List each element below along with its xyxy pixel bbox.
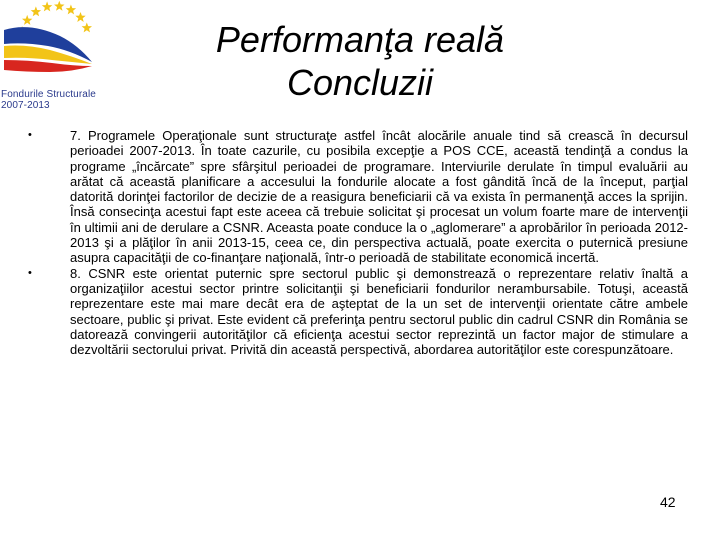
- logo-star: [54, 1, 65, 11]
- fonduri-structurale-logo: [0, 0, 115, 112]
- title-line-1: Performanţa reală: [215, 19, 505, 60]
- title-line-2: Concluzii: [286, 62, 434, 103]
- bullet-marker: •: [28, 129, 32, 141]
- bullet-item-8: [28, 266, 688, 358]
- bullet-marker: •: [28, 266, 32, 279]
- page-number: 42: [660, 494, 676, 510]
- bullet-item-7: [28, 128, 688, 266]
- logo-star: [75, 12, 85, 22]
- logo-star: [82, 23, 92, 33]
- bullet-text: 8. CSNR este orientat puternic spre sectorul public şi demonstrează o reprezentare relativ înaltă a organizaţiilor acestui sector printre solicitanţii şi beneficiarii fondurilor nerambursabile. Totuşi, această reprezentare este mai mare decât era de aşteptat de la un set de intervenţii orientate către ambele sectoare, public şi privat. Este evident că preferinţa pentru sectorul public din cadrul CSNR din România se datorează convingerii autorităţilor că eficienţa acestui sector reprezintă un factor major de stimulare a dezvoltării sectorului privat. Privită din această perspectivă, abordarea autorităţilor este corespunzătoare.: [70, 265, 688, 358]
- slide-title: [170, 18, 550, 104]
- logo-star: [22, 15, 32, 25]
- logo-text-line1: Fondurile Structurale: [1, 89, 96, 100]
- logo-star: [66, 5, 76, 15]
- bullet-list: [28, 128, 688, 357]
- bullet-text: 7. Programele Operaţionale sunt structuraţe astfel încât alocările anuale tind să crească în decursul perioadei 2007-2013. În toate cazurile, cu posibila excepţie a POS CCE, această tendinţă a condus la programe „încărcate” spre sfârşitul perioadei de programare. Interviurile derulate în timpul evaluării au arătat că această planificare a accesului la fondurile alocate a fost gândită încă de la început, parţial datorită dorinţei factorilor de decizie de a reasigura beneficiarii că va exista în permanenţă acces la sprijin. Însă consecinţa acestui fapt este aceea că trebuie solicitat şi procesat un volum foarte mare de intervenţii în ultimii ani de derulare a CSNR. Aceasta poate conduce la o „aglomerare” a aprobărilor în perioada 2012-2013 şi a plăţilor în anii 2013-15, ceea ce, din perspectiva actuală, poate exercita o puternică presiune asupra capacităţii de co-finanţare naţională, într-o perioadă de stabilitate economică incertă.: [70, 128, 688, 266]
- logo-text-line2: 2007-2013: [1, 100, 50, 111]
- logo-star: [42, 1, 53, 11]
- logo-star: [31, 6, 41, 16]
- logo-emblem: [0, 0, 115, 80]
